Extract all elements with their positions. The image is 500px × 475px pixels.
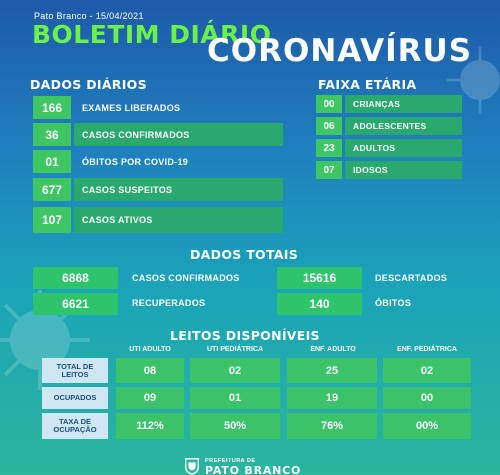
footer-prefeitura: PREFEITURA DE bbox=[205, 458, 256, 464]
daily-row bbox=[33, 178, 283, 201]
age-value: 00 bbox=[316, 95, 342, 113]
age-label: ADOLESCENTES bbox=[345, 117, 462, 135]
beds-cell: 00 bbox=[383, 387, 471, 409]
beds-row-header bbox=[42, 413, 108, 439]
beds-row-header-line: OCUPAÇÃO bbox=[53, 425, 97, 434]
daily-value: 01 bbox=[33, 150, 71, 173]
daily-value: 166 bbox=[33, 96, 71, 119]
daily-value: 107 bbox=[33, 207, 71, 233]
age-label: ADULTOS bbox=[345, 139, 462, 157]
footer-city: PATO BRANCO bbox=[205, 464, 302, 475]
totals-section-title: DADOS TOTAIS bbox=[190, 247, 299, 262]
city-crest-icon bbox=[183, 457, 201, 475]
beds-cell: 02 bbox=[190, 358, 280, 383]
age-row bbox=[316, 139, 462, 157]
age-label: IDOSOS bbox=[345, 161, 462, 179]
age-label: CRIANÇAS bbox=[345, 95, 462, 113]
title-line-1: BOLETIM DIÁRIO bbox=[32, 20, 272, 49]
total-value: 6868 bbox=[33, 267, 118, 289]
beds-row-header-line: TOTAL DE bbox=[56, 361, 94, 371]
beds-cell: 00% bbox=[383, 413, 471, 439]
daily-row bbox=[33, 123, 283, 146]
beds-section-title: LEITOS DISPONÍVEIS bbox=[170, 328, 320, 343]
age-value: 07 bbox=[316, 161, 342, 179]
daily-row bbox=[33, 150, 283, 173]
total-value: 15616 bbox=[277, 267, 362, 289]
beds-column-header: UTI PEDIÁTRICA bbox=[207, 346, 263, 353]
daily-label: ÓBITOS POR COVID-19 bbox=[82, 156, 189, 167]
beds-cell: 50% bbox=[190, 413, 280, 439]
beds-cell: 19 bbox=[287, 387, 377, 409]
beds-cell: 02 bbox=[383, 358, 471, 383]
beds-row-header bbox=[42, 358, 108, 383]
beds-row-header bbox=[42, 387, 108, 409]
total-value: 140 bbox=[277, 293, 362, 315]
daily-row bbox=[33, 96, 283, 119]
beds-cell: 08 bbox=[116, 358, 184, 383]
age-row bbox=[316, 95, 462, 113]
location-date: Pato Branco - 15/04/2021 bbox=[34, 11, 144, 21]
age-row bbox=[316, 161, 462, 179]
title-line-2: CORONAVÍRUS bbox=[207, 33, 473, 69]
header bbox=[0, 0, 500, 70]
age-row bbox=[316, 117, 462, 135]
daily-label: CASOS ATIVOS bbox=[74, 207, 283, 233]
total-label: CASOS CONFIRMADOS bbox=[132, 273, 240, 283]
beds-row-header-line: TAXA DE bbox=[58, 417, 92, 427]
beds-column-header: ENF. PEDIÁTRICA bbox=[397, 346, 457, 353]
total-label: RECUPERADOS bbox=[132, 298, 206, 308]
age-value: 06 bbox=[316, 117, 342, 135]
age-value: 23 bbox=[316, 139, 342, 157]
beds-cell: 76% bbox=[287, 413, 377, 439]
daily-row bbox=[33, 207, 283, 233]
beds-column-header: UTI ADULTO bbox=[129, 346, 171, 353]
beds-cell: 09 bbox=[116, 387, 184, 409]
daily-section-title: DADOS DIÁRIOS bbox=[30, 77, 147, 92]
daily-label: EXAMES LIBERADOS bbox=[82, 102, 181, 113]
beds-cell: 01 bbox=[190, 387, 280, 409]
total-value: 6621 bbox=[33, 293, 118, 315]
total-label: DESCARTADOS bbox=[375, 273, 448, 283]
age-section-title: FAIXA ETÁRIA bbox=[318, 77, 417, 92]
beds-cell: 112% bbox=[116, 413, 184, 439]
total-label: ÓBITOS bbox=[375, 298, 412, 308]
beds-column-header: ENF. ADULTO bbox=[310, 346, 356, 353]
beds-row-header-line: OCUPADOS bbox=[53, 393, 97, 403]
daily-label: CASOS CONFIRMADOS bbox=[74, 123, 283, 146]
daily-label: CASOS SUSPEITOS bbox=[74, 178, 283, 201]
daily-value: 677 bbox=[33, 178, 71, 201]
beds-row-header-line: LEITOS bbox=[61, 369, 89, 379]
beds-cell: 25 bbox=[287, 358, 377, 383]
daily-value: 36 bbox=[33, 123, 71, 146]
